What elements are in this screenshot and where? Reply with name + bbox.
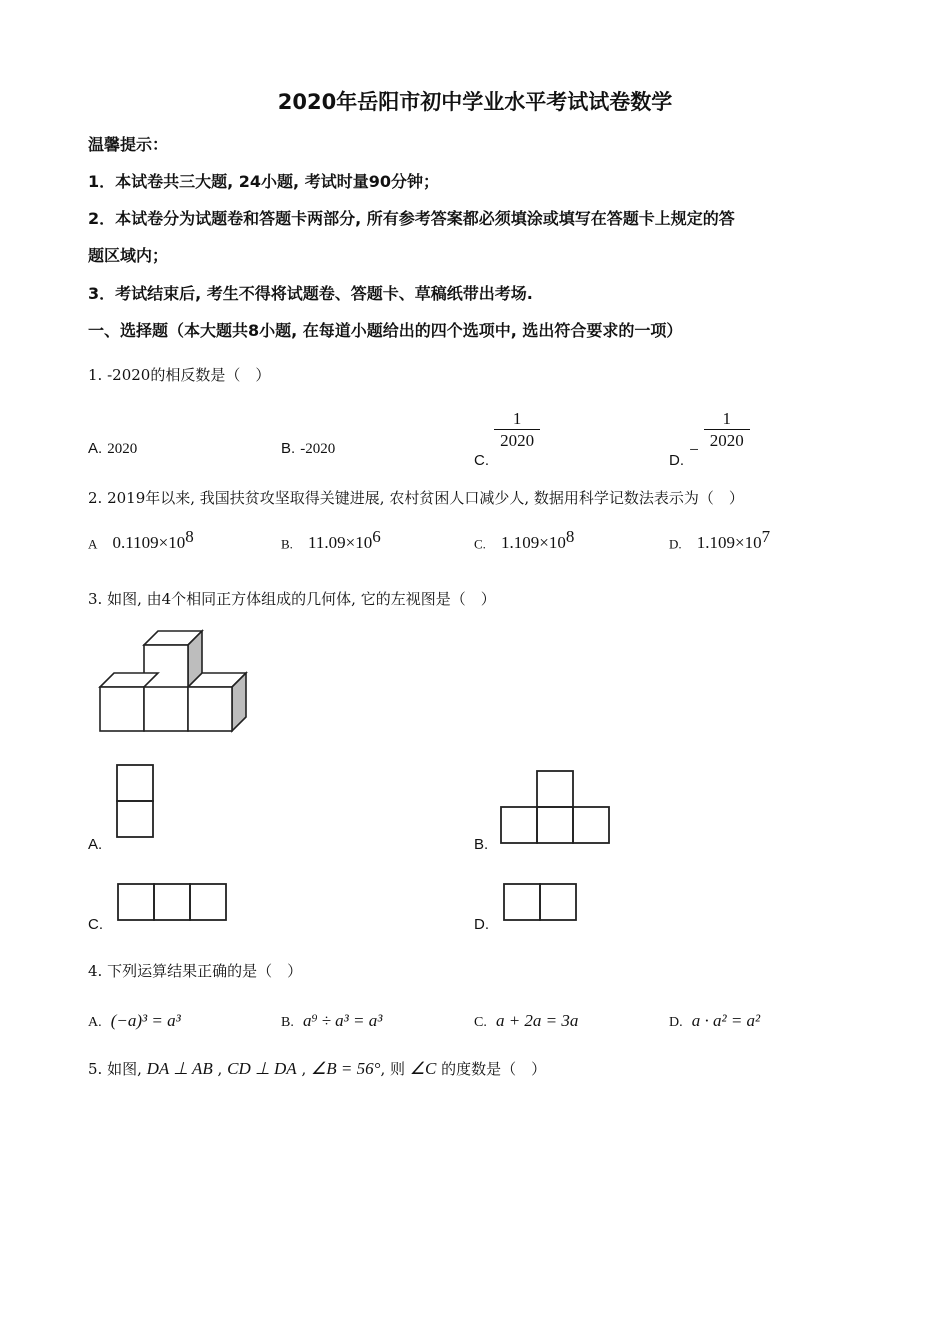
section-heading: 一、选择题（本大题共8小题, 在每道小题给出的四个选项中, 选出符合要求的一项） — [88, 321, 683, 340]
q4-a-label: A. — [88, 1015, 102, 1030]
q1-d-label: D. — [669, 452, 684, 469]
q3-c-label[interactable]: C. — [88, 916, 103, 933]
q3-option-c-view[interactable] — [116, 882, 230, 922]
q3-a-label[interactable]: A. — [88, 836, 103, 853]
q2-b-exp: 6 — [372, 527, 381, 546]
q2-a-exp: 8 — [185, 527, 194, 546]
q1-d-sign: − — [689, 440, 699, 459]
q3-cube-figure — [96, 628, 248, 734]
q2-b-base: 11.09×10 — [308, 533, 373, 553]
q5-suffix-1: , 则 — [380, 1060, 405, 1078]
q5-cond-3: ∠B = 56° — [311, 1059, 381, 1078]
q2-option-a[interactable] — [88, 527, 194, 553]
q1-d-fraction — [704, 409, 750, 452]
q4-d-expr: a · a² = a² — [691, 1011, 761, 1030]
q3-d-label[interactable]: D. — [474, 916, 489, 933]
q2-d-label: D. — [669, 536, 682, 552]
q4-option-d[interactable] — [669, 1011, 760, 1031]
q4-option-b[interactable] — [281, 1011, 382, 1031]
q2-option-b[interactable] — [281, 527, 381, 553]
q4-d-label: D. — [669, 1015, 683, 1030]
q5-suffix-2: 的度数是（ ） — [441, 1060, 547, 1078]
q4-option-c[interactable] — [474, 1011, 578, 1031]
q1-c-numerator: 1 — [494, 409, 540, 430]
q5-stem: 5. 如图, DA ⊥ AB , CD ⊥ DA , ∠B = 56°, 则 ∠C 的度数是（ ） — [88, 1059, 547, 1078]
tip-item-3: 3．考试结束后, 考生不得将试题卷、答题卡、草稿纸带出考场. — [88, 284, 533, 303]
q1-option-b[interactable] — [281, 438, 335, 458]
middle-cube-front-face — [144, 687, 188, 731]
q4-stem: 4. 下列运算结果正确的是（ ） — [88, 962, 303, 980]
q1-c-label: C. — [474, 452, 489, 469]
q2-c-exp: 8 — [565, 527, 575, 546]
q1-stem: 1. -2020的相反数是（ ） — [88, 366, 271, 384]
q1-a-label: A. — [88, 440, 103, 457]
q2-c-label: C. — [474, 536, 486, 552]
q4-b-expr: a⁹ ÷ a³ = a³ — [302, 1011, 383, 1030]
q5-angle: ∠C — [409, 1059, 437, 1078]
q4-b-label: B. — [281, 1015, 294, 1030]
q4-c-label: C. — [474, 1015, 487, 1030]
q3-b-label[interactable]: B. — [474, 836, 489, 853]
q3-stem: 3. 如图, 由4个相同正方体组成的几何体, 它的左视图是（ ） — [88, 590, 496, 608]
tip-item-2: 2．本试卷分为试题卷和答题卡两部分, 所有参考答案都必须填涂或填写在答题卡上规定的答 — [88, 209, 735, 228]
tip-item-1: 1．本试卷共三大题, 24小题, 考试时量90分钟； — [88, 172, 439, 191]
tips-heading: 温馨提示： — [88, 135, 169, 154]
q1-d-numerator: 1 — [704, 409, 750, 430]
page-title: 2020年岳阳市初中学业水平考试试卷数学 — [277, 90, 673, 114]
q2-a-label: A — [88, 536, 98, 552]
q5-prefix: 5. 如图, — [88, 1060, 142, 1078]
q2-option-d[interactable] — [669, 527, 770, 553]
q2-c-base: 1.109×10 — [501, 533, 566, 553]
q5-cond-1: DA ⊥ AB — [146, 1059, 213, 1078]
q1-c-fraction — [494, 409, 540, 452]
q2-a-base: 0.1109×10 — [112, 533, 186, 553]
q4-a-expr: (−a)³ = a³ — [110, 1011, 181, 1030]
q3-option-b-view[interactable] — [499, 770, 613, 846]
q4-c-expr: a + 2a = 3a — [495, 1011, 579, 1030]
q4-option-a[interactable] — [88, 1011, 181, 1031]
q5-cond-2: CD ⊥ DA — [227, 1059, 297, 1078]
q1-option-a[interactable] — [88, 438, 137, 458]
tip-item-2-cont: 题区域内； — [88, 246, 169, 265]
right-cube-front-face — [188, 687, 232, 731]
q1-a-value: 2020 — [107, 441, 138, 457]
left-cube-front-face — [100, 687, 144, 731]
q1-option-d[interactable] — [669, 409, 750, 469]
q3-option-d-view[interactable] — [502, 882, 580, 922]
q1-c-denominator: 2020 — [500, 431, 535, 450]
top-cube-front-face — [144, 645, 188, 689]
q1-b-value: -2020 — [300, 441, 336, 457]
q1-d-denominator: 2020 — [709, 431, 744, 450]
q1-option-c[interactable] — [474, 409, 540, 469]
q1-b-label: B. — [281, 440, 296, 457]
q2-b-label: B. — [281, 536, 293, 552]
q2-d-base: 1.109×10 — [696, 533, 762, 553]
q2-stem: 2. 2019年以来, 我国扶贫攻坚取得关键进展, 农村贫困人口减少人, 数据用科学记数法表示为（ ） — [88, 489, 744, 507]
q3-option-a-view[interactable] — [116, 764, 156, 840]
q2-option-c[interactable] — [474, 527, 574, 553]
q2-d-exp: 7 — [761, 527, 771, 546]
